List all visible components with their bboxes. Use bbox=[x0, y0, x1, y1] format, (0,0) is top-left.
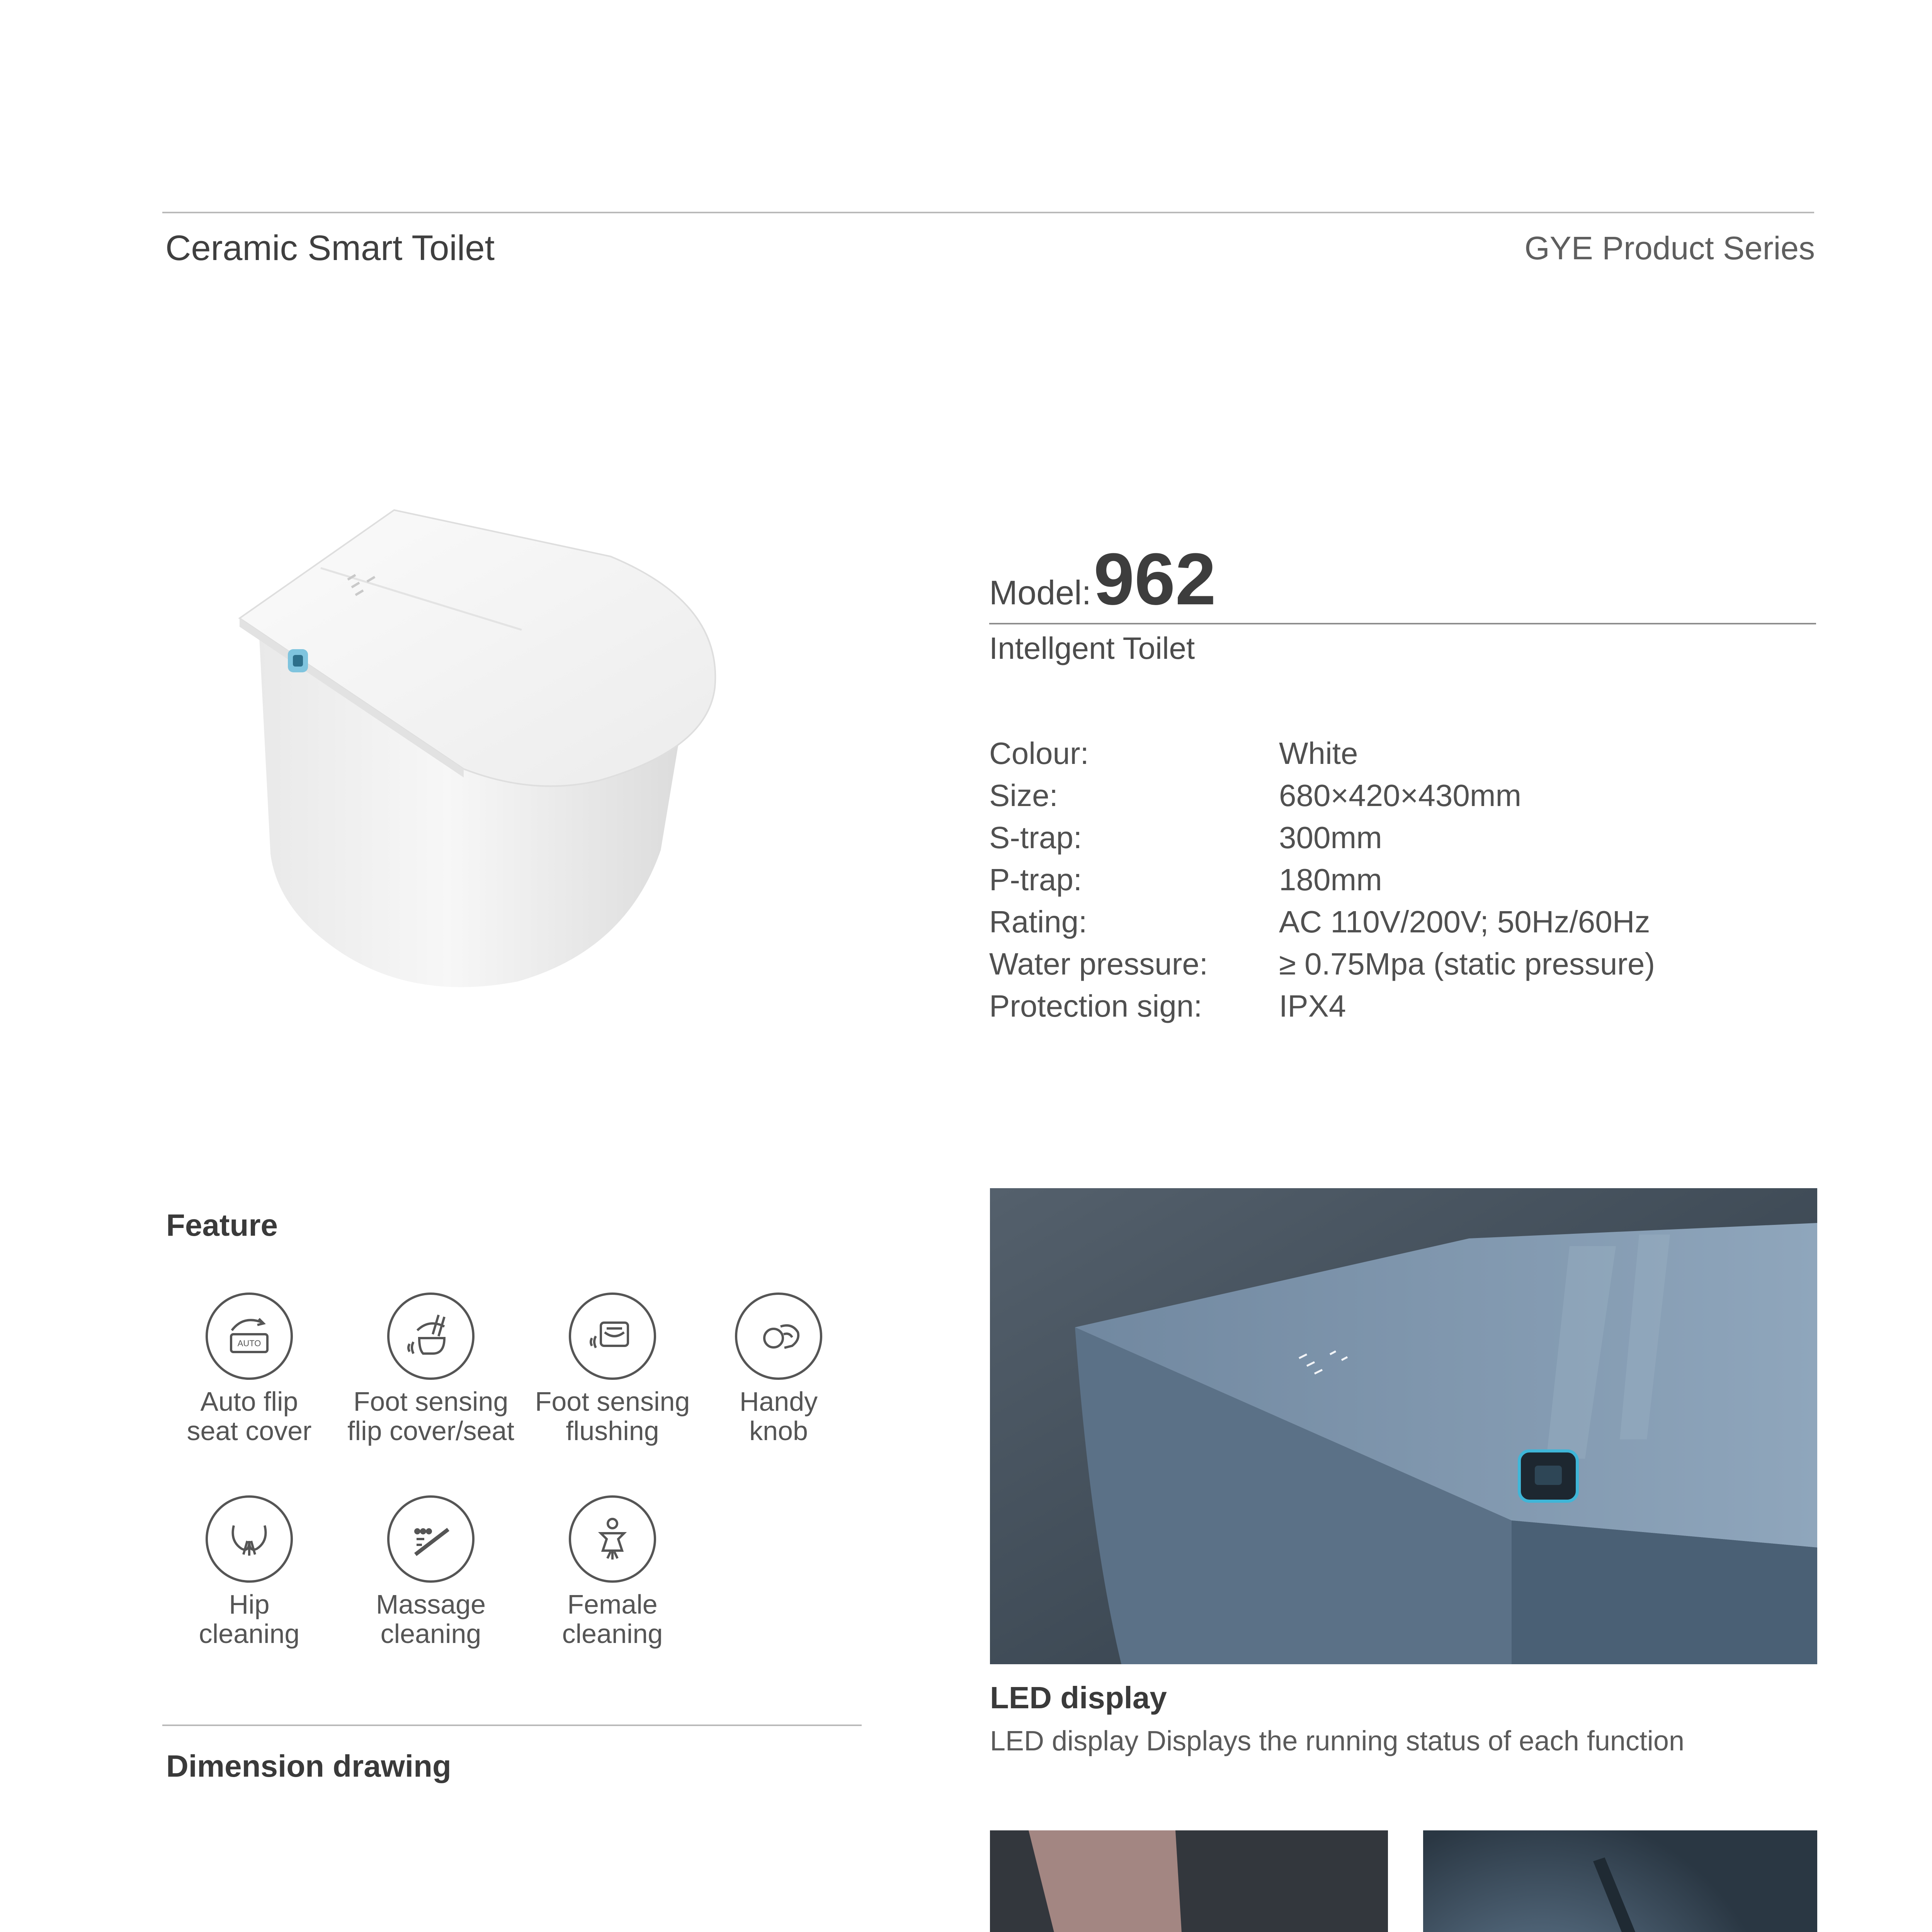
feature-foot-sensing-flush bbox=[522, 1293, 703, 1446]
led-display-title: LED display bbox=[990, 1680, 1167, 1715]
auto-flip-icon bbox=[206, 1293, 293, 1380]
feature-female-cleaning bbox=[522, 1495, 703, 1648]
hero-toilet-image bbox=[216, 502, 750, 1012]
spec-label: Rating: bbox=[989, 904, 1087, 939]
dimension-title: Dimension drawing bbox=[166, 1749, 451, 1783]
feature-label: Auto flip seat cover bbox=[187, 1386, 312, 1446]
spec-table bbox=[989, 732, 1655, 1027]
spec-row-water-pressure bbox=[989, 943, 1655, 985]
model-heading bbox=[989, 537, 1216, 621]
svg-text:AUTO: AUTO bbox=[237, 1338, 261, 1348]
feature-label: Female cleaning bbox=[562, 1589, 663, 1649]
automatic-opening-photo bbox=[1423, 1830, 1817, 1932]
feature-handy-knob bbox=[688, 1293, 869, 1446]
spec-row-p-trap bbox=[989, 859, 1655, 901]
section-divider bbox=[162, 1725, 862, 1726]
feature-title: Feature bbox=[166, 1208, 278, 1242]
spec-label: Water pressure: bbox=[989, 946, 1208, 981]
spec-label: Protection sign: bbox=[989, 988, 1202, 1023]
foot-sensing-flip-icon bbox=[387, 1293, 474, 1380]
feature-massage-cleaning bbox=[340, 1495, 522, 1648]
foot-sensing-flush-icon bbox=[569, 1293, 656, 1380]
model-rule bbox=[989, 623, 1816, 624]
spec-value: ≥ 0.75Mpa (static pressure) bbox=[1279, 946, 1655, 981]
female-cleaning-icon bbox=[569, 1495, 656, 1583]
spec-value: 180mm bbox=[1279, 862, 1382, 897]
spec-row-rating bbox=[989, 901, 1655, 943]
feature-label: Foot sensing flip cover/seat bbox=[347, 1386, 514, 1446]
feature-auto-flip bbox=[158, 1293, 340, 1446]
feature-label: Hip cleaning bbox=[199, 1589, 300, 1649]
feature-label: Massage cleaning bbox=[376, 1589, 486, 1649]
spec-value: AC 110V/200V; 50Hz/60Hz bbox=[1279, 904, 1650, 939]
massage-cleaning-icon bbox=[387, 1495, 474, 1583]
model-label: Model: bbox=[989, 573, 1092, 612]
spec-label: Size: bbox=[989, 778, 1058, 813]
spec-label: S-trap: bbox=[989, 820, 1082, 855]
seat-heating-photo bbox=[990, 1830, 1388, 1932]
spec-value: IPX4 bbox=[1279, 988, 1346, 1023]
feature-hip-cleaning bbox=[158, 1495, 340, 1648]
spec-row-s-trap bbox=[989, 816, 1655, 859]
document-title: Ceramic Smart Toilet bbox=[165, 228, 495, 268]
feature-label: Foot sensing flushing bbox=[535, 1386, 690, 1446]
spec-row-protection bbox=[989, 985, 1655, 1027]
led-display-photo bbox=[990, 1188, 1817, 1664]
spec-value: 680×420×430mm bbox=[1279, 778, 1522, 813]
feature-label: Handy knob bbox=[739, 1386, 818, 1446]
hip-cleaning-icon bbox=[206, 1495, 293, 1583]
model-number: 962 bbox=[1094, 538, 1216, 620]
model-subtitle: Intellgent Toilet bbox=[989, 631, 1195, 665]
spec-row-size bbox=[989, 774, 1655, 816]
feature-foot-sensing-flip bbox=[340, 1293, 522, 1446]
spec-label: Colour: bbox=[989, 736, 1089, 770]
led-display-text: LED display Displays the running status of each function bbox=[990, 1726, 1685, 1757]
handy-knob-icon bbox=[735, 1293, 822, 1380]
spec-label: P-trap: bbox=[989, 862, 1082, 897]
header-rule bbox=[162, 212, 1814, 213]
spec-value: White bbox=[1279, 736, 1358, 770]
product-series: GYE Product Series bbox=[1524, 230, 1815, 266]
spec-row-colour bbox=[989, 732, 1655, 774]
spec-value: 300mm bbox=[1279, 820, 1382, 855]
